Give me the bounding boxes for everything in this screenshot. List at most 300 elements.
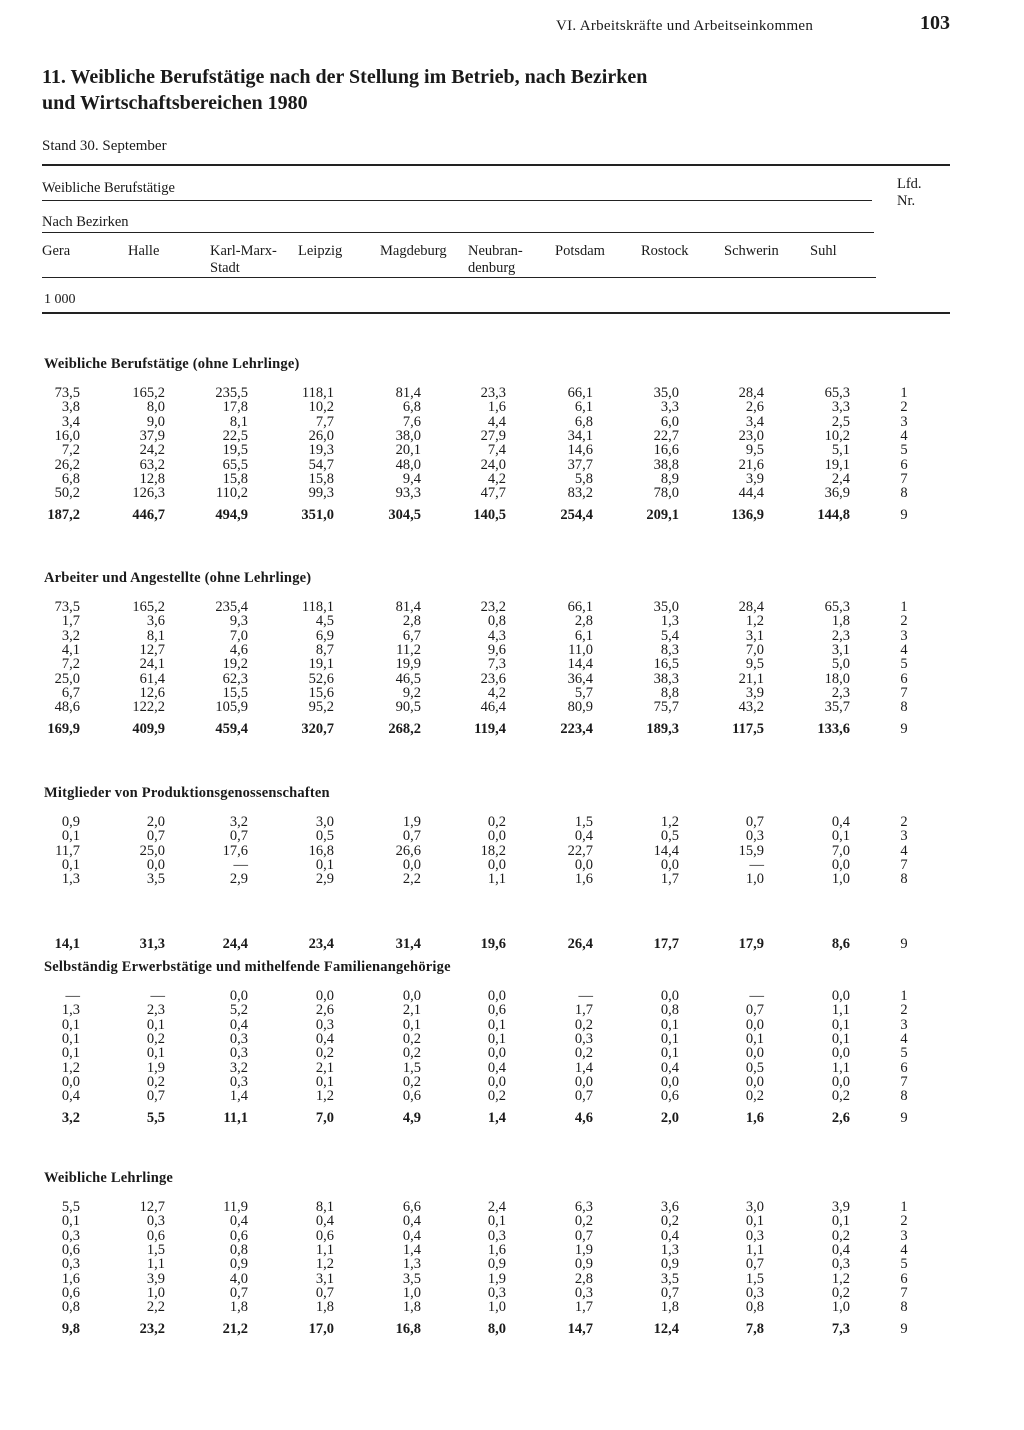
table-cell: 1,1 <box>745 1242 764 1258</box>
table-cell: 1,0 <box>487 1299 506 1315</box>
table-cell: 15,5 <box>222 685 248 701</box>
table-cell: 23,0 <box>738 428 764 444</box>
table-cell: 0,1 <box>315 857 334 873</box>
table-cell: 28,4 <box>738 599 764 615</box>
column-header-line: Stadt <box>210 260 240 276</box>
table-cell: 165,2 <box>132 599 165 615</box>
table-cell: 3,1 <box>831 642 850 658</box>
table-cell: 2,4 <box>831 471 850 487</box>
table-cell: 1,1 <box>146 1256 165 1272</box>
table-cell: 28,4 <box>738 385 764 401</box>
row-number: 4 <box>900 1031 908 1047</box>
table-cell: 3,4 <box>61 414 80 430</box>
table-cell: 0,0 <box>487 1074 506 1090</box>
table-cell: 35,7 <box>824 699 850 715</box>
table-cell: 2,6 <box>315 1002 334 1018</box>
column-header <box>468 243 523 277</box>
table-cell: 12,7 <box>139 642 165 658</box>
header-rule-columns <box>42 277 876 278</box>
table-cell: 0,5 <box>315 828 334 844</box>
table-cell: 12,8 <box>139 471 165 487</box>
table-cell: 81,4 <box>395 385 421 401</box>
total-cell: 4,6 <box>574 1110 593 1126</box>
table-cell: 0,3 <box>146 1213 165 1229</box>
column-header <box>298 243 342 260</box>
table-cell: 0,0 <box>831 857 850 873</box>
table-cell: 75,7 <box>653 699 679 715</box>
table-cell: 1,8 <box>315 1299 334 1315</box>
table-cell: 12,6 <box>139 685 165 701</box>
table-cell: 78,0 <box>653 485 679 501</box>
table-cell: 7,7 <box>315 414 334 430</box>
column-header <box>810 243 837 260</box>
table-cell: 18,0 <box>824 671 850 687</box>
table-cell: 1,5 <box>402 1060 421 1076</box>
row-number: 2 <box>900 399 908 415</box>
table-cell: 11,2 <box>396 642 421 658</box>
table-cell: 2,3 <box>831 685 850 701</box>
column-header-line: Gera <box>42 243 71 259</box>
row-number: 3 <box>900 1017 908 1033</box>
row-number: 8 <box>900 699 908 715</box>
table-cell: 0,2 <box>660 1213 679 1229</box>
table-cell: 4,0 <box>229 1271 248 1287</box>
header-lfd-nr <box>897 176 922 210</box>
total-cell: 7,8 <box>745 1321 764 1337</box>
table-cell: 1,3 <box>660 1242 679 1258</box>
table-cell: 0,4 <box>660 1060 679 1076</box>
table-cell: 95,2 <box>308 699 334 715</box>
total-cell: 3,2 <box>61 1110 80 1126</box>
table-cell: 6,3 <box>574 1199 593 1215</box>
table-cell: 16,6 <box>653 442 679 458</box>
table-cell: 0,1 <box>402 1017 421 1033</box>
table-cell: 8,0 <box>146 399 165 415</box>
total-cell: 117,5 <box>732 721 764 737</box>
table-cell: 1,9 <box>146 1060 165 1076</box>
table-cell: 22,7 <box>567 843 593 859</box>
total-cell: 24,4 <box>222 936 248 952</box>
table-cell: 1,8 <box>402 1299 421 1315</box>
row-number: 2 <box>900 613 908 629</box>
table-cell: 19,2 <box>222 656 248 672</box>
table-cell: 0,3 <box>229 1074 248 1090</box>
column-header-line: Potsdam <box>555 243 605 259</box>
table-cell: 7,2 <box>61 442 80 458</box>
table-cell: 3,9 <box>146 1271 165 1287</box>
table-cell: 8,7 <box>315 642 334 658</box>
table-cell: 0,5 <box>745 1060 764 1076</box>
column-header <box>641 243 689 260</box>
table-cell: 23,6 <box>480 671 506 687</box>
table-cell: 0,2 <box>745 1088 764 1104</box>
table-cell: 0,2 <box>574 1017 593 1033</box>
header-rule-group1 <box>42 200 872 201</box>
table-cell: 54,7 <box>308 457 334 473</box>
column-header-line: Halle <box>128 243 160 259</box>
table-cell: 0,2 <box>402 1031 421 1047</box>
table-cell: 0,1 <box>487 1017 506 1033</box>
row-number: 5 <box>900 1045 908 1061</box>
column-header <box>724 243 779 260</box>
table-cell: 0,0 <box>660 857 679 873</box>
table-cell: 0,7 <box>146 1088 165 1104</box>
table-cell: 1,5 <box>745 1271 764 1287</box>
table-cell: 0,2 <box>831 1285 850 1301</box>
table-cell: 52,6 <box>308 671 334 687</box>
table-cell: 0,1 <box>660 1031 679 1047</box>
table-cell: 3,9 <box>745 685 764 701</box>
table-cell: 1,0 <box>402 1285 421 1301</box>
table-cell: 0,8 <box>229 1242 248 1258</box>
table-cell: 110,2 <box>215 485 248 501</box>
row-number: 1 <box>900 599 908 615</box>
table-cell: 63,2 <box>139 457 165 473</box>
table-cell: 9,5 <box>745 442 764 458</box>
total-cell: 31,3 <box>139 936 165 952</box>
table-cell: 6,8 <box>61 471 80 487</box>
table-cell: 0,6 <box>315 1228 334 1244</box>
table-cell: 9,4 <box>402 471 421 487</box>
row-number: 4 <box>900 642 908 658</box>
table-cell: 0,3 <box>745 828 764 844</box>
header-group-weibliche: Weibliche Berufstätige <box>42 180 175 196</box>
table-cell: 48,0 <box>395 457 421 473</box>
table-cell: 165,2 <box>132 385 165 401</box>
table-cell: 0,1 <box>831 828 850 844</box>
table-cell: 0,0 <box>745 1017 764 1033</box>
table-cell: 0,3 <box>315 1017 334 1033</box>
table-cell: 24,2 <box>139 442 165 458</box>
table-cell: 0,2 <box>402 1074 421 1090</box>
table-cell: 0,0 <box>487 1045 506 1061</box>
table-cell: 16,0 <box>54 428 80 444</box>
table-cell: 37,7 <box>567 457 593 473</box>
table-cell: 46,4 <box>480 699 506 715</box>
table-title <box>42 64 647 116</box>
table-cell: 0,4 <box>315 1031 334 1047</box>
table-cell: 3,9 <box>831 1199 850 1215</box>
table-cell: 27,9 <box>480 428 506 444</box>
table-cell: 0,4 <box>402 1228 421 1244</box>
row-number: 1 <box>900 1199 908 1215</box>
table-cell: 19,1 <box>308 656 334 672</box>
table-cell: 81,4 <box>395 599 421 615</box>
row-number: 7 <box>900 1074 908 1090</box>
table-cell: 0,9 <box>487 1256 506 1272</box>
table-cell: — <box>150 988 165 1004</box>
table-cell: 0,1 <box>61 857 80 873</box>
table-cell: 0,0 <box>831 988 850 1004</box>
total-cell: 8,0 <box>487 1321 506 1337</box>
table-cell: 7,3 <box>487 656 506 672</box>
table-cell: 26,0 <box>308 428 334 444</box>
row-number: 2 <box>900 1213 908 1229</box>
column-header <box>210 243 277 277</box>
total-cell: 26,4 <box>567 936 593 952</box>
row-number: 8 <box>900 1088 908 1104</box>
table-cell: 1,3 <box>61 1002 80 1018</box>
table-cell: 11,9 <box>223 1199 248 1215</box>
row-number: 5 <box>900 1256 908 1272</box>
table-cell: 8,1 <box>315 1199 334 1215</box>
row-number: 8 <box>900 1299 908 1315</box>
column-header <box>555 243 605 260</box>
total-cell: 1,6 <box>745 1110 764 1126</box>
table-cell: 21,6 <box>738 457 764 473</box>
table-cell: 23,3 <box>480 385 506 401</box>
total-cell: 136,9 <box>731 507 764 523</box>
table-cell: 35,0 <box>653 599 679 615</box>
table-cell: 66,1 <box>567 599 593 615</box>
total-cell: 494,9 <box>215 507 248 523</box>
row-number: 8 <box>900 871 908 887</box>
table-cell: 1,8 <box>660 1299 679 1315</box>
table-cell: 80,9 <box>567 699 593 715</box>
table-cell: 2,9 <box>315 871 334 887</box>
table-cell: 0,1 <box>61 1031 80 1047</box>
table-cell: 0,6 <box>61 1242 80 1258</box>
total-cell: 16,8 <box>395 1321 421 1337</box>
total-row-number: 9 <box>900 507 908 523</box>
table-cell: 0,3 <box>745 1228 764 1244</box>
table-cell: 50,2 <box>54 485 80 501</box>
table-cell: 1,1 <box>831 1060 850 1076</box>
section-title: Selbständig Erwerbstätige und mithelfende Familienangehörige <box>44 959 451 975</box>
table-cell: — <box>65 988 80 1004</box>
row-number: 2 <box>900 1002 908 1018</box>
row-number: 4 <box>900 428 908 444</box>
table-cell: 2,8 <box>402 613 421 629</box>
table-cell: 0,0 <box>61 1074 80 1090</box>
table-cell: 0,6 <box>660 1088 679 1104</box>
table-cell: 15,8 <box>222 471 248 487</box>
table-cell: 1,7 <box>574 1299 593 1315</box>
table-cell: 0,1 <box>745 1213 764 1229</box>
table-cell: 2,0 <box>146 814 165 830</box>
table-cell: 1,1 <box>487 871 506 887</box>
total-cell: 8,6 <box>831 936 850 952</box>
table-cell: 0,4 <box>315 1213 334 1229</box>
table-cell: 5,8 <box>574 471 593 487</box>
table-cell: 3,0 <box>745 1199 764 1215</box>
total-cell: 209,1 <box>646 507 679 523</box>
table-cell: 1,9 <box>487 1271 506 1287</box>
table-cell: 0,3 <box>61 1256 80 1272</box>
total-cell: 254,4 <box>560 507 593 523</box>
header-lfd-label: Lfd. <box>897 176 922 192</box>
table-cell: 66,1 <box>567 385 593 401</box>
table-cell: 1,0 <box>831 871 850 887</box>
table-cell: 1,4 <box>402 1242 421 1258</box>
table-cell: 0,3 <box>61 1228 80 1244</box>
table-cell: 0,0 <box>487 828 506 844</box>
table-cell: 0,2 <box>146 1074 165 1090</box>
total-cell: 4,9 <box>402 1110 421 1126</box>
table-cell: 6,8 <box>574 414 593 430</box>
row-number: 7 <box>900 1285 908 1301</box>
table-cell: 1,5 <box>574 814 593 830</box>
table-cell: 1,9 <box>402 814 421 830</box>
table-cell: — <box>233 857 248 873</box>
table-cell: 0,0 <box>487 857 506 873</box>
table-cell: 0,8 <box>660 1002 679 1018</box>
table-cell: 5,0 <box>831 656 850 672</box>
table-cell: 48,6 <box>54 699 80 715</box>
table-cell: 5,2 <box>229 1002 248 1018</box>
table-cell: 1,1 <box>831 1002 850 1018</box>
table-cell: 0,4 <box>660 1228 679 1244</box>
table-cell: 3,2 <box>229 814 248 830</box>
total-cell: 187,2 <box>47 507 80 523</box>
table-cell: 0,7 <box>745 814 764 830</box>
table-cell: 26,6 <box>395 843 421 859</box>
table-cell: 8,1 <box>229 414 248 430</box>
table-cell: 0,6 <box>402 1088 421 1104</box>
table-cell: 10,2 <box>308 399 334 415</box>
table-cell: 0,2 <box>831 1228 850 1244</box>
table-cell: 0,3 <box>487 1228 506 1244</box>
table-cell: 0,1 <box>831 1213 850 1229</box>
table-cell: 0,3 <box>229 1045 248 1061</box>
table-cell: 1,3 <box>61 871 80 887</box>
total-cell: 133,6 <box>817 721 850 737</box>
table-cell: 17,8 <box>222 399 248 415</box>
row-number: 8 <box>900 485 908 501</box>
table-cell: 21,1 <box>738 671 764 687</box>
table-cell: 0,6 <box>487 1002 506 1018</box>
table-cell: 36,4 <box>567 671 593 687</box>
table-cell: 1,3 <box>402 1256 421 1272</box>
row-number: 4 <box>900 843 908 859</box>
table-cell: 25,0 <box>139 843 165 859</box>
row-number: 3 <box>900 628 908 644</box>
table-cell: 26,2 <box>54 457 80 473</box>
total-cell: 17,9 <box>738 936 764 952</box>
column-header <box>128 243 159 260</box>
table-cell: — <box>578 988 593 1004</box>
column-header-line: Rostock <box>641 243 689 259</box>
total-cell: 268,2 <box>388 721 421 737</box>
table-cell: 0,7 <box>574 1228 593 1244</box>
total-cell: 12,4 <box>653 1321 679 1337</box>
row-number: 4 <box>900 1242 908 1258</box>
table-cell: 8,9 <box>660 471 679 487</box>
total-cell: 189,3 <box>646 721 679 737</box>
header-group-bezirke: Nach Bezirken <box>42 214 129 230</box>
table-cell: 3,0 <box>315 814 334 830</box>
table-cell: 0,2 <box>315 1045 334 1061</box>
table-cell: 3,2 <box>229 1060 248 1076</box>
total-cell: 351,0 <box>301 507 334 523</box>
total-cell: 9,8 <box>61 1321 80 1337</box>
table-cell: 4,1 <box>61 642 80 658</box>
table-cell: 3,1 <box>315 1271 334 1287</box>
table-cell: 8,1 <box>146 628 165 644</box>
table-cell: 1,4 <box>229 1088 248 1104</box>
table-cell: 0,3 <box>487 1285 506 1301</box>
table-cell: 3,2 <box>61 628 80 644</box>
table-cell: 0,2 <box>574 1045 593 1061</box>
table-cell: 0,4 <box>229 1213 248 1229</box>
table-cell: 0,2 <box>487 1088 506 1104</box>
row-number: 5 <box>900 656 908 672</box>
total-cell: 21,2 <box>222 1321 248 1337</box>
table-cell: 36,9 <box>824 485 850 501</box>
table-cell: 2,1 <box>402 1002 421 1018</box>
table-cell: 6,1 <box>574 399 593 415</box>
section-title: Weibliche Lehrlinge <box>44 1170 174 1186</box>
total-cell: 17,7 <box>653 936 679 952</box>
table-cell: 0,1 <box>146 1045 165 1061</box>
table-cell: 25,0 <box>54 671 80 687</box>
table-cell: 19,3 <box>308 442 334 458</box>
table-cell: 1,7 <box>61 613 80 629</box>
total-cell: 2,6 <box>831 1110 850 1126</box>
table-cell: 1,7 <box>660 871 679 887</box>
table-cell: 0,1 <box>660 1045 679 1061</box>
table-cell: 235,4 <box>215 599 248 615</box>
total-cell: 119,4 <box>474 721 506 737</box>
table-cell: 0,0 <box>487 988 506 1004</box>
table-cell: 0,3 <box>831 1256 850 1272</box>
total-cell: 5,5 <box>146 1110 165 1126</box>
table-cell: 0,1 <box>61 1045 80 1061</box>
table-cell: 3,5 <box>660 1271 679 1287</box>
table-cell: 0,9 <box>229 1256 248 1272</box>
table-cell: 0,7 <box>745 1002 764 1018</box>
table-cell: 7,4 <box>487 442 506 458</box>
column-header-line: Neubran- <box>468 243 523 259</box>
table-cell: 2,5 <box>831 414 850 430</box>
table-cell: 61,4 <box>139 671 165 687</box>
table-cell: 3,9 <box>745 471 764 487</box>
table-cell: 19,9 <box>395 656 421 672</box>
total-cell: 14,1 <box>54 936 80 952</box>
table-cell: 118,1 <box>301 599 334 615</box>
table-cell: 0,2 <box>402 1045 421 1061</box>
table-cell: 0,1 <box>146 1017 165 1033</box>
table-cell: 0,8 <box>487 613 506 629</box>
table-cell: 3,6 <box>660 1199 679 1215</box>
table-cell: 0,0 <box>402 988 421 1004</box>
table-cell: 4,4 <box>487 414 506 430</box>
table-cell: 0,7 <box>745 1256 764 1272</box>
table-cell: 18,2 <box>480 843 506 859</box>
table-cell: 19,5 <box>222 442 248 458</box>
table-cell: 1,4 <box>574 1060 593 1076</box>
table-cell: 3,1 <box>745 628 764 644</box>
row-number: 3 <box>900 828 908 844</box>
total-cell: 17,0 <box>308 1321 334 1337</box>
table-cell: 0,3 <box>574 1285 593 1301</box>
table-cell: 15,9 <box>738 843 764 859</box>
section-title: Mitglieder von Produktionsgenossenschaften <box>44 785 330 801</box>
table-cell: 14,4 <box>653 843 679 859</box>
total-cell: 459,4 <box>215 721 248 737</box>
row-number: 7 <box>900 857 908 873</box>
table-cell: 99,3 <box>308 485 334 501</box>
row-number: 3 <box>900 1228 908 1244</box>
table-cell: 8,8 <box>660 685 679 701</box>
table-cell: 2,1 <box>315 1060 334 1076</box>
table-cell: 4,2 <box>487 471 506 487</box>
total-cell: 320,7 <box>301 721 334 737</box>
table-cell: 0,0 <box>831 1074 850 1090</box>
column-header <box>380 243 447 260</box>
table-cell: 73,5 <box>54 385 80 401</box>
table-cell: 0,7 <box>315 1285 334 1301</box>
